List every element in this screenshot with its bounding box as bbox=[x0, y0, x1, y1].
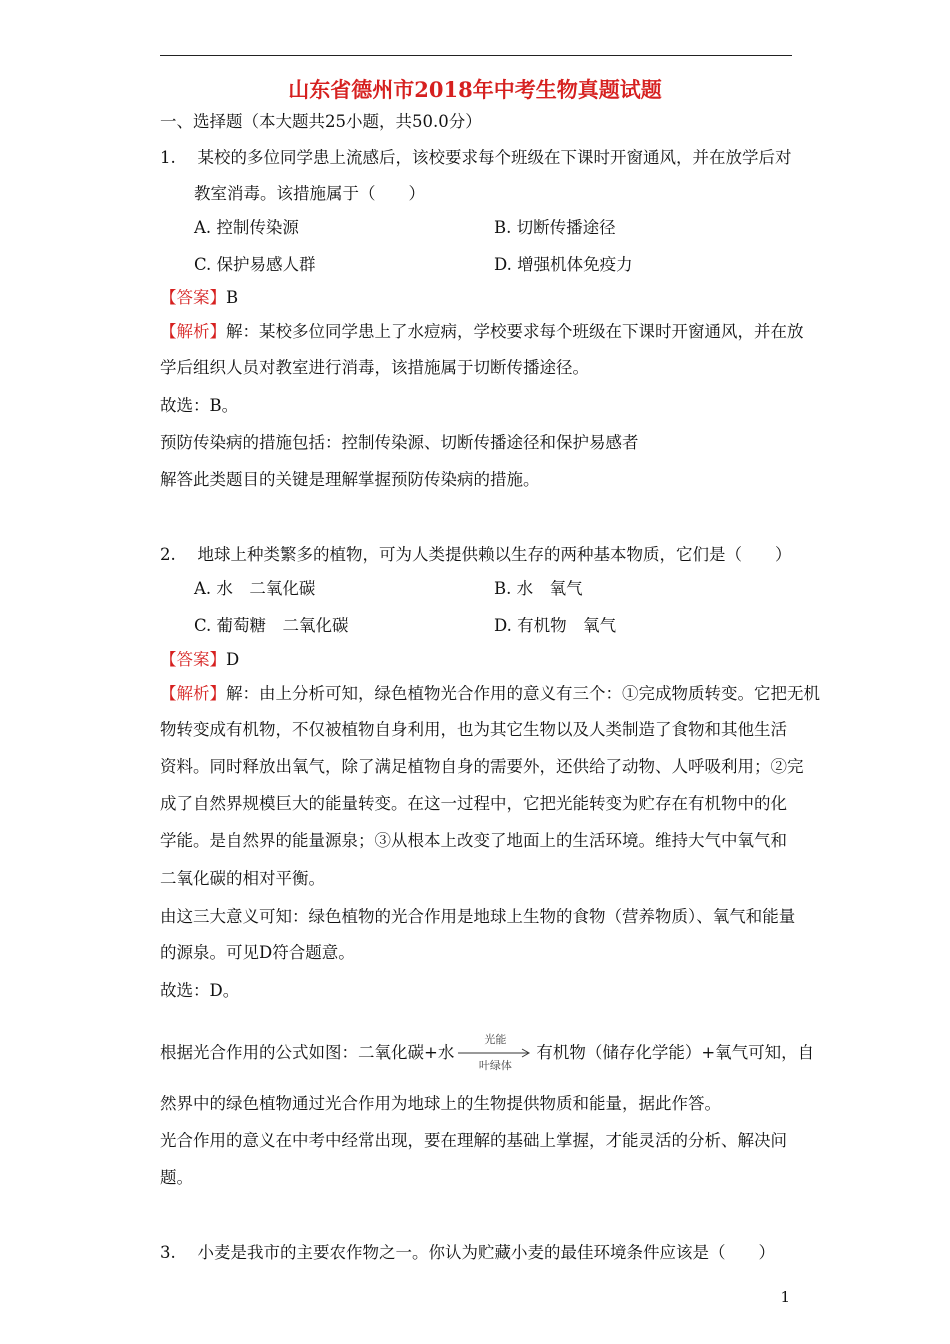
page-title: 山东省德州市2018年中考生物真题试题 bbox=[288, 77, 662, 102]
q2-answer-value: D bbox=[226, 650, 240, 669]
q2-formula-line2: 然界中的绿色植物通过光合作用为地球上的生物提供物质和能量，据此作答。 bbox=[160, 1094, 721, 1113]
reaction-arrow bbox=[456, 1032, 534, 1072]
q1-analysis-text1: 解：某校多位同学患上了水痘病，学校要求每个班级在下课时开窗通风，并在放 bbox=[226, 322, 804, 341]
q2-analysis-text1: 解：由上分析可知，绿色植物光合作用的意义有三个：①完成物质转变。它把无机 bbox=[226, 684, 820, 703]
formula-prefix: 根据光合作用的公式如图：二氧化碳+水 bbox=[160, 1043, 455, 1062]
section-heading: 一、选择题（本大题共25小题，共50.0分） bbox=[160, 112, 482, 131]
q1-answer bbox=[160, 288, 238, 308]
q2-option-b: B. 水 氧气 bbox=[494, 579, 583, 598]
q2-analysis-line2: 物转变成有机物，不仅被植物自身利用，也为其它生物以及人类制造了食物和其他生活 bbox=[160, 720, 787, 739]
formula-suffix: 有机物（储存化学能）+氧气可知，自 bbox=[536, 1043, 815, 1062]
q3-stem: 3. 小麦是我市的主要农作物之一。你认为贮藏小麦的最佳环境条件应该是（ ） bbox=[160, 1243, 775, 1262]
q1-option-a: A. 控制传染源 bbox=[194, 218, 299, 237]
q2-choice: 故选：D。 bbox=[160, 981, 240, 1000]
q2-option-d: D. 有机物 氧气 bbox=[494, 616, 617, 635]
formula-arrow-top: 光能 bbox=[484, 1032, 507, 1046]
formula-arrow-bottom: 叶绿体 bbox=[478, 1058, 512, 1072]
q2-analysis-line6: 二氧化碳的相对平衡。 bbox=[160, 869, 325, 888]
q2-summary-line2: 的源泉。可见D符合题意。 bbox=[160, 943, 355, 962]
q1-stem-line1: 1. 某校的多位同学患上流感后，该校要求每个班级在下课时开窗通风，并在放学后对 bbox=[160, 148, 792, 167]
q1-option-b: B. 切断传播途径 bbox=[494, 218, 616, 237]
header-rule bbox=[160, 55, 792, 56]
q2-option-a: A. 水 二氧化碳 bbox=[194, 579, 316, 598]
q2-note1: 光合作用的意义在中考中经常出现，要在理解的基础上掌握，才能灵活的分析、解决问 bbox=[160, 1131, 787, 1150]
q1-analysis-line1 bbox=[160, 322, 804, 342]
q2-analysis-line3: 资料。同时释放出氧气，除了满足植物自身的需要外，还供给了动物、人呼吸利用；②完 bbox=[160, 757, 804, 776]
q2-analysis-line5: 学能。是自然界的能量源泉；③从根本上改变了地面上的生活环境。维持大气中氧气和 bbox=[160, 831, 787, 850]
q2-analysis-line4: 成了自然界规模巨大的能量转变。在这一过程中，它把光能转变为贮存在有机物中的化 bbox=[160, 794, 787, 813]
q2-stem: 2. 地球上种类繁多的植物，可为人类提供赖以生存的两种基本物质，它们是（ ） bbox=[160, 545, 792, 564]
analysis-label: 【解析】 bbox=[160, 684, 226, 703]
q2-analysis-line1 bbox=[160, 684, 820, 704]
q2-note2: 题。 bbox=[160, 1168, 193, 1187]
answer-label: 【答案】 bbox=[160, 650, 226, 669]
q2-answer bbox=[160, 650, 239, 670]
q2-formula-line1 bbox=[160, 1032, 815, 1072]
q2-summary-line1: 由这三大意义可知：绿色植物的光合作用是地球上生物的食物（营养物质）、氧气和能量 bbox=[160, 907, 796, 926]
answer-label: 【答案】 bbox=[160, 288, 226, 307]
analysis-label: 【解析】 bbox=[160, 322, 226, 341]
q1-analysis-line2: 学后组织人员对教室进行消毒，该措施属于切断传播途径。 bbox=[160, 358, 589, 377]
q1-answer-value: B bbox=[226, 288, 239, 307]
q1-option-c: C. 保护易感人群 bbox=[194, 255, 316, 274]
q2-option-c: C. 葡萄糖 二氧化碳 bbox=[194, 616, 349, 635]
q1-note2: 解答此类题目的关键是理解掌握预防传染病的措施。 bbox=[160, 470, 540, 489]
q1-option-d: D. 增强机体免疫力 bbox=[494, 255, 633, 274]
page-number: 1 bbox=[780, 1288, 790, 1306]
q1-note1: 预防传染病的措施包括：控制传染源、切断传播途径和保护易感者 bbox=[160, 433, 639, 452]
q1-choice: 故选：B。 bbox=[160, 396, 239, 415]
q1-stem-line2: 教室消毒。该措施属于（ ） bbox=[194, 184, 425, 203]
